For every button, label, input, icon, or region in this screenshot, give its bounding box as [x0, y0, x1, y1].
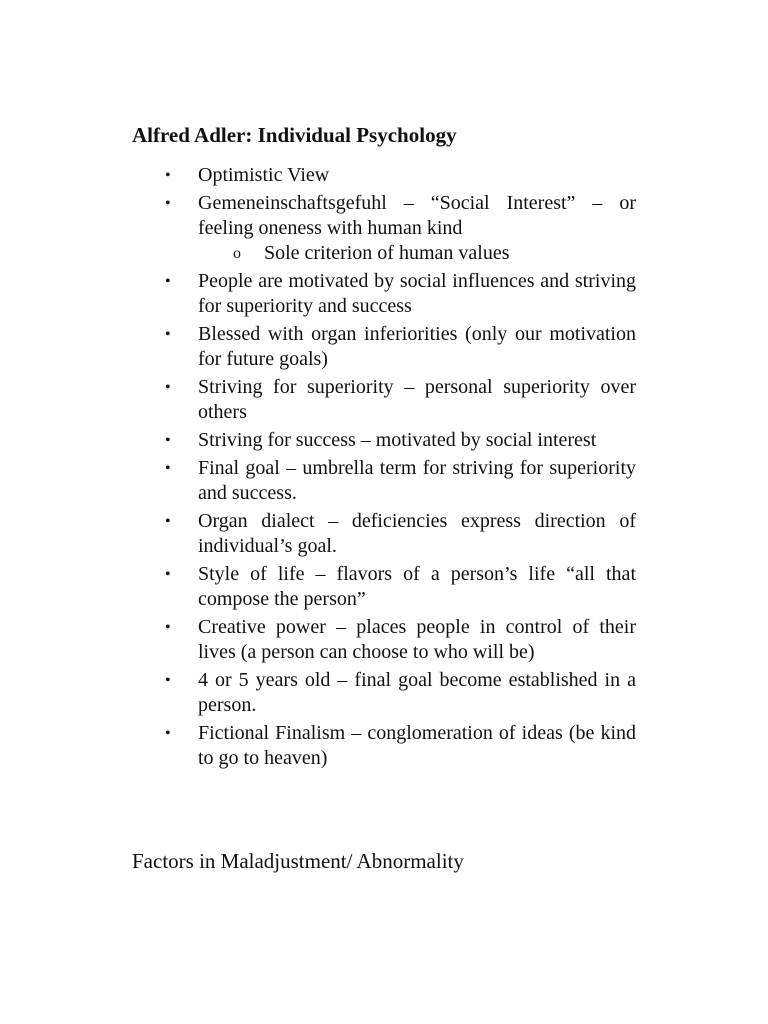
- bullet-icon: •: [165, 326, 171, 343]
- list-item: [165, 668, 636, 718]
- sub-list-item: [233, 241, 636, 266]
- list-item: [165, 269, 636, 319]
- list-item-text: Striving for success – motivated by social interest: [198, 429, 597, 451]
- list-item-text: Creative power – places people in control of their lives (a person can choose to who will be): [198, 616, 636, 663]
- bullet-list: [165, 163, 636, 774]
- list-item-text: Gemeneinschaftsgefuhl – “Social Interest” – or feeling oneness with human kind: [198, 192, 636, 239]
- bullet-icon: •: [165, 460, 171, 477]
- list-item-text: Final goal – umbrella term for striving for superiority and success.: [198, 457, 636, 504]
- bullet-icon: •: [165, 672, 171, 689]
- hollow-bullet-icon: o: [233, 245, 241, 262]
- list-item: [165, 428, 636, 453]
- list-item: [165, 562, 636, 612]
- sub-list-item-text: Sole criterion of human values: [264, 242, 510, 264]
- list-item: [165, 375, 636, 425]
- bullet-icon: •: [165, 513, 171, 530]
- list-item-text: 4 or 5 years old – final goal become established in a person.: [198, 669, 636, 716]
- list-item-text: Optimistic View: [198, 164, 330, 186]
- list-item: [165, 163, 636, 188]
- list-item: [165, 191, 636, 241]
- list-item: [165, 615, 636, 665]
- list-item-text: Style of life – flavors of a person’s life “all that compose the person”: [198, 563, 636, 610]
- list-item-text: Blessed with organ inferiorities (only our motivation for future goals): [198, 323, 636, 370]
- list-item: [165, 456, 636, 506]
- list-item-text: Fictional Finalism – conglomeration of ideas (be kind to go to heaven): [198, 722, 636, 769]
- bullet-icon: •: [165, 379, 171, 396]
- bullet-icon: •: [165, 273, 171, 290]
- list-item-text: People are motivated by social influences and striving for superiority and success: [198, 270, 636, 317]
- bullet-icon: •: [165, 167, 171, 184]
- bullet-icon: •: [165, 432, 171, 449]
- list-item-text: Striving for superiority – personal superiority over others: [198, 376, 636, 423]
- section-heading: Factors in Maladjustment/ Abnormality: [132, 849, 464, 873]
- bullet-icon: •: [165, 619, 171, 636]
- document-title: Alfred Adler: Individual Psychology: [132, 123, 457, 147]
- list-item: [165, 721, 636, 771]
- list-item: [165, 322, 636, 372]
- list-item-text: Organ dialect – deficiencies express direction of individual’s goal.: [198, 510, 636, 557]
- bullet-icon: •: [165, 195, 171, 212]
- bullet-icon: •: [165, 566, 171, 583]
- list-item: [165, 509, 636, 559]
- bullet-icon: •: [165, 725, 171, 742]
